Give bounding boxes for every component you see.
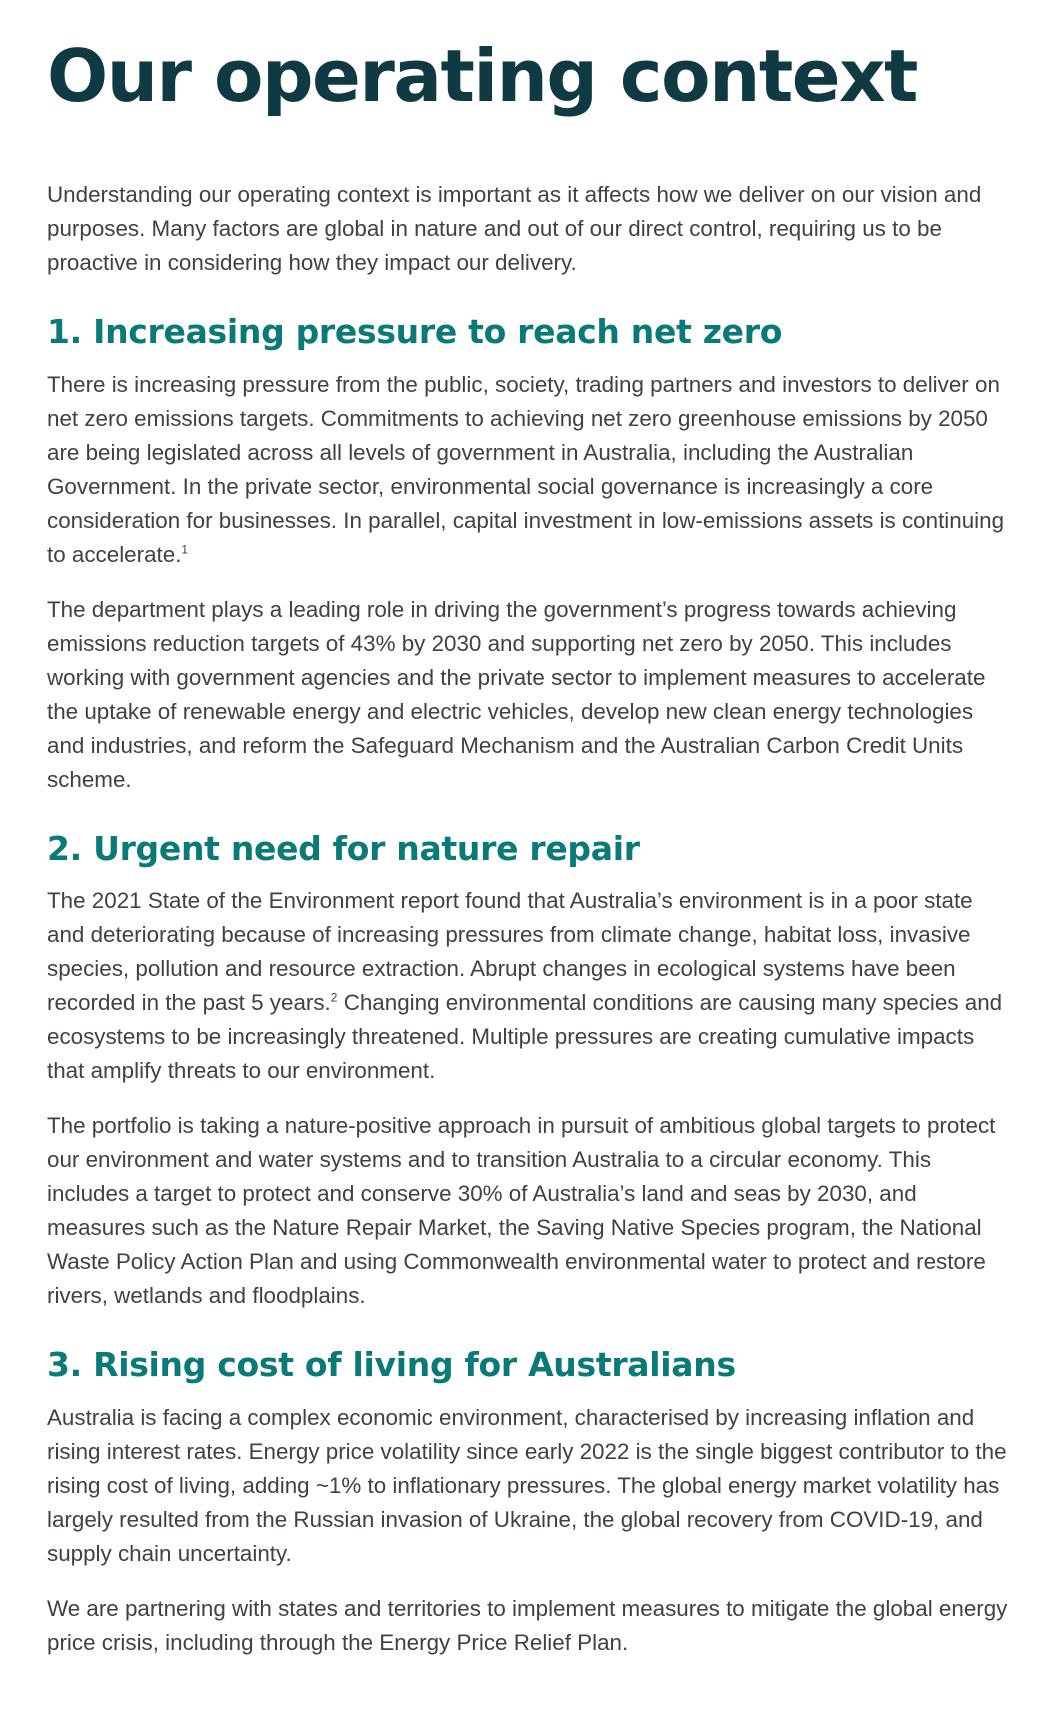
cost-of-living-paragraph-2: We are partnering with states and territories to implement measures to mitigate the global energy price crisis, including through the Energy Price Relief Plan.	[47, 1595, 1008, 1655]
section-heading-cost-of-living: 3. Rising cost of living for Australians	[47, 1345, 736, 1385]
intro-paragraph: Understanding our operating context is important as it affects how we deliver on our vision and purposes. Many factors are global in nature and out of our direct control, requiring us to be proactive in considering how they impact our delivery.	[47, 182, 982, 275]
section-heading-net-zero: 1. Increasing pressure to reach net zero	[47, 312, 783, 351]
net-zero-paragraph-1-text: There is increasing pressure from the public, society, trading partners and investors to deliver on net zero emissions targets. Commitments to achieving net zero greenhouse emissions by 2050 are being legislated across all levels of government in Australia, including the Australian Government. In the private sector, environmental social governance is increasingly a core consideration for businesses. In parallel, capital investment in low-emissions assets is continuing to accelerate.	[47, 371, 1005, 567]
nature-repair-paragraph-1-text-b: Changing environmental conditions are causing many species and ecosystems to be increasingly threatened. Multiple pressures are creating cumulative impacts that amplify threats to our environment.	[47, 990, 1003, 1084]
nature-repair-paragraph-1	[47, 884, 1009, 1088]
cost-of-living-paragraph-1: Australia is facing a complex economic environment, characterised by increasing inflation and rising interest rates. Energy price volatility since early 2022 is the single biggest contributor to the rising cost of living, adding ~1% to inflationary pressures. The global energy market volatility has largely resulted from the Russian invasion of Ukraine, the global recovery from COVID-19, and supply chain uncertainty.	[47, 1404, 1007, 1566]
footnote-ref-1: 1	[181, 542, 189, 557]
section-heading-nature-repair: 2. Urgent need for nature repair	[47, 828, 640, 868]
document-page	[47, 28, 1009, 1660]
section-cost-of-living	[47, 1345, 1009, 1660]
section-net-zero	[47, 312, 1009, 797]
section-nature-repair	[47, 829, 1009, 1314]
footnote-ref-2: 2	[330, 990, 338, 1005]
page-title: Our operating context	[47, 34, 917, 118]
net-zero-paragraph-2: The department plays a leading role in driving the government’s progress towards achieving emissions reduction targets of 43% by 2030 and supporting net zero by 2050. This includes working with government agencies and the private sector to implement measures to accelerate the uptake of renewable energy and electric vehicles, develop new clean energy technologies and industries, and reform the Safeguard Mechanism and the Australian Carbon Credit Units scheme.	[47, 596, 986, 792]
nature-repair-paragraph-2: The portfolio is taking a nature-positive approach in pursuit of ambitious global targets to protect our environment and water systems and to transition Australia to a circular economy. This includes a target to protect and conserve 30% of Australia’s land and seas by 2030, and measures such as the Nature Repair Market, the Saving Native Species program, the National Waste Policy Action Plan and using Commonwealth environmental water to protect and restore rivers, wetlands and floodplains.	[47, 1113, 996, 1309]
nature-repair-paragraph-1-text-a: The 2021 State of the Environment report found that Australia’s environment is in a poor state and deteriorating because of increasing pressures from climate change, habitat loss, invasive species, pollution and resource extraction. Abrupt changes in ecological systems have been recorded in the past 5 years.	[47, 888, 973, 1016]
net-zero-paragraph-1	[47, 368, 1009, 572]
